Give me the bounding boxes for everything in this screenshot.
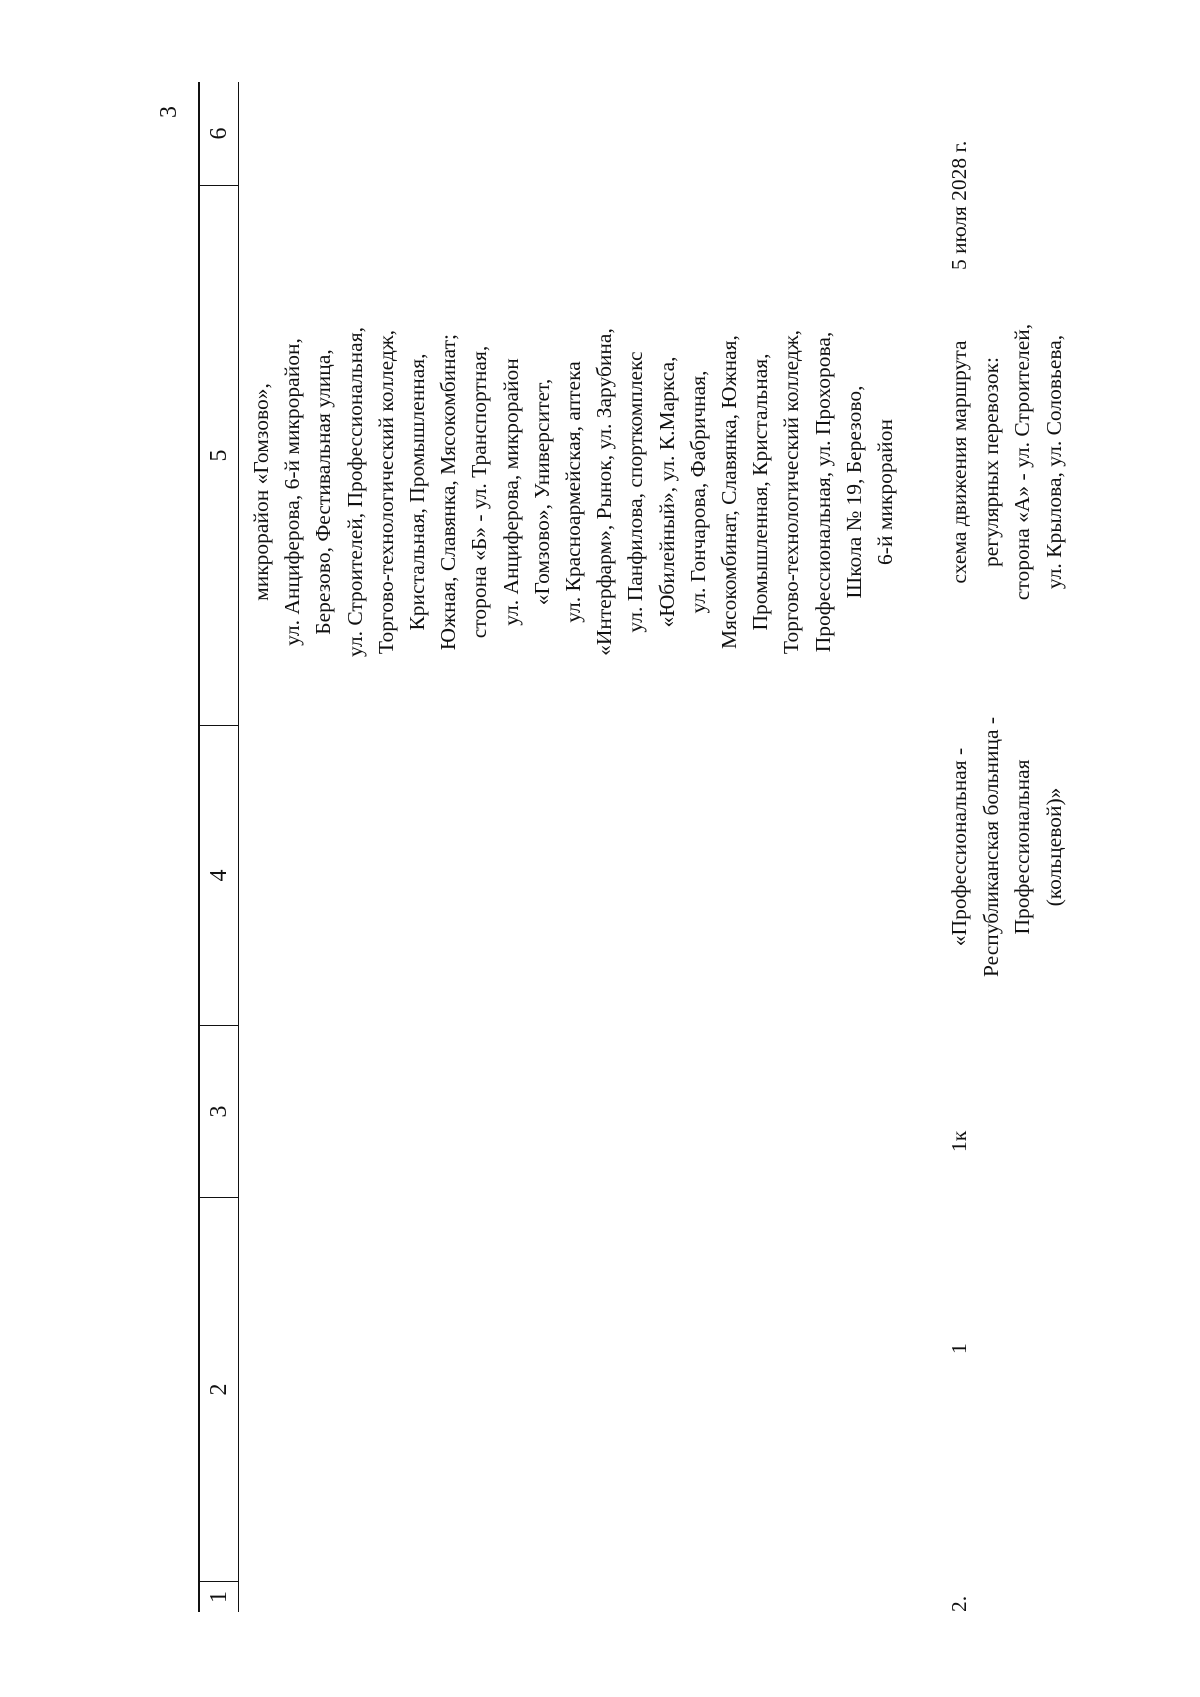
route-line: микрорайон «Гомзово»,	[249, 383, 273, 601]
route-stops-continued	[246, 202, 901, 782]
route-date: 5 июля 2028 г.	[947, 140, 971, 270]
route-line: 6-й микрорайон	[873, 419, 898, 565]
route-line: «Юбилейный», ул. К.Маркса,	[654, 356, 679, 628]
route-name-line: Республиканская больница -	[978, 716, 1003, 978]
route-line: Южная, Славянка, Мясокомбинат;	[436, 333, 461, 651]
route-name-line: Профессиональная	[1010, 759, 1034, 935]
header-cell-6: 6	[200, 82, 238, 186]
route-line: Промышленная, Кристальная,	[748, 353, 773, 631]
route-scheme	[944, 212, 1070, 712]
page-number: 3	[156, 106, 182, 118]
route-line: сторона «Б» - ул. Транспортная,	[467, 345, 492, 639]
route-line: Мясокомбинат, Славянка, Южная,	[717, 335, 742, 649]
route-scheme-line: сторона «А» - ул. Строителей,	[1010, 323, 1034, 601]
route-scheme-line: регулярных перевозок:	[978, 357, 1003, 567]
route-name-line: (кольцевой)»	[1041, 787, 1066, 907]
route-line: Торгово-технологический колледж,	[779, 329, 804, 655]
header-cell-4: 4	[200, 726, 238, 1026]
header-cell-3: 3	[200, 1026, 238, 1198]
route-line: Кристальная, Промышленная,	[405, 353, 430, 631]
route-line: Березово, Фестивальная улица,	[311, 349, 336, 635]
header-cell-5: 5	[200, 186, 238, 726]
route-name	[944, 682, 1070, 1012]
route-line: Торгово-технологический колледж,	[373, 329, 398, 655]
header-cell-2: 2	[200, 1198, 238, 1582]
route-line: ул. Строителей, Профессиональная,	[342, 327, 367, 657]
route-line: ул. Анциферова, 6-й микрорайон,	[280, 338, 305, 646]
route-line: Профессиональная, ул. Прохорова,	[810, 331, 835, 653]
route-scheme-line: ул. Крылова, ул. Соловьева,	[1041, 334, 1066, 590]
route-number: 1к	[947, 1130, 971, 1152]
table-header-row	[198, 82, 239, 1612]
route-line: «Интерфарм», Рынок, ул. Зарубина,	[592, 328, 617, 656]
route-line: ул. Гончарова, Фабричная,	[685, 370, 710, 614]
route-line: ул. Панфилова, спорткомплекс	[623, 351, 648, 633]
route-scheme-line: схема движения маршрута	[947, 340, 971, 584]
route-line: ул. Красноармейская, аптека	[561, 361, 586, 623]
rotated-table-sheet	[198, 82, 1066, 1612]
row-number: 2.	[947, 1595, 971, 1612]
row-col-2: 1	[947, 1343, 971, 1354]
route-name-line: «Профессиональная -	[947, 747, 971, 947]
route-line: Школа № 19, Березово,	[841, 385, 866, 599]
header-cell-1: 1	[205, 1591, 232, 1603]
route-line: «Гомзово», Университет,	[529, 378, 554, 606]
route-line: ул. Анциферова, микрорайон	[498, 358, 523, 626]
